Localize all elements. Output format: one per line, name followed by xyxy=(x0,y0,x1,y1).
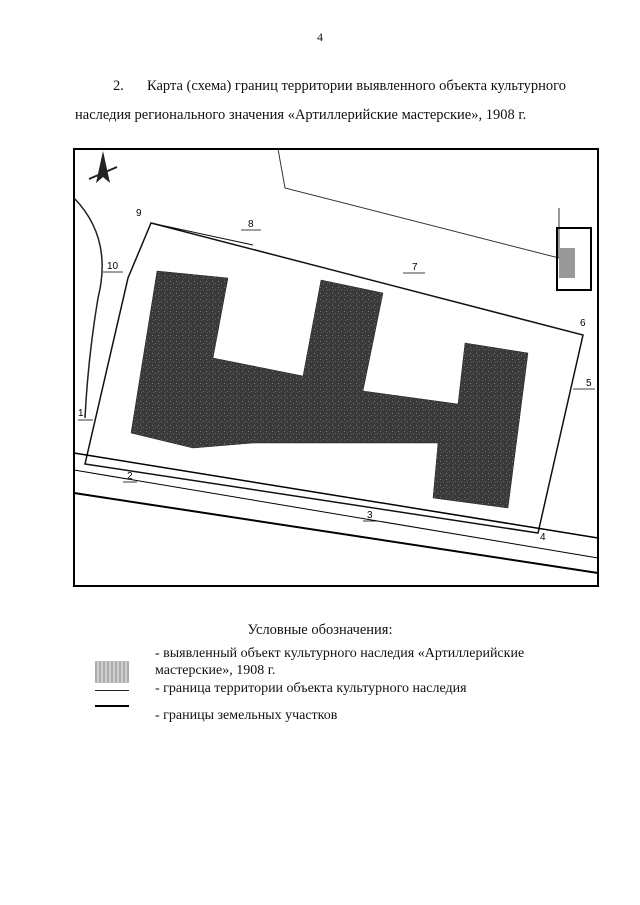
point-label-4 xyxy=(540,532,546,543)
legend-symbol-territory-boundary xyxy=(95,690,129,691)
legend-title: Условные обозначения: xyxy=(247,622,393,638)
point-label-9 xyxy=(136,208,142,219)
heading-number: 2. xyxy=(113,78,124,94)
svg-text:9: 9 xyxy=(136,208,142,219)
legend-text-object: - выявленный объект культурного наследия «Артиллерийские мастерские», 1908 г. xyxy=(155,646,525,678)
point-label-6 xyxy=(580,318,586,329)
heading xyxy=(75,72,605,130)
legend-symbol-land-plots xyxy=(95,705,129,707)
svg-text:6: 6 xyxy=(580,318,586,329)
svg-text:10: 10 xyxy=(107,261,119,272)
legend-text-territory-boundary: - граница территории объекта культурного наследия xyxy=(155,681,467,696)
svg-text:4: 4 xyxy=(540,532,546,543)
heading-text: Карта (схема) границ территории выявленного объекта культурного наследия регионального значения «Артиллерийские мастерские», 1908 г. xyxy=(75,78,566,123)
neighbour-building-hatch xyxy=(559,248,575,278)
svg-text:3: 3 xyxy=(367,510,373,521)
legend-symbol-object xyxy=(95,661,129,683)
territory-map xyxy=(73,148,599,587)
legend-text-land-plots: - границы земельных участков xyxy=(155,708,338,723)
svg-text:1: 1 xyxy=(78,408,84,419)
svg-text:2: 2 xyxy=(127,471,133,482)
svg-text:8: 8 xyxy=(248,219,254,230)
page-number: 4 xyxy=(317,30,323,44)
svg-text:7: 7 xyxy=(412,262,418,273)
svg-text:5: 5 xyxy=(586,378,592,389)
